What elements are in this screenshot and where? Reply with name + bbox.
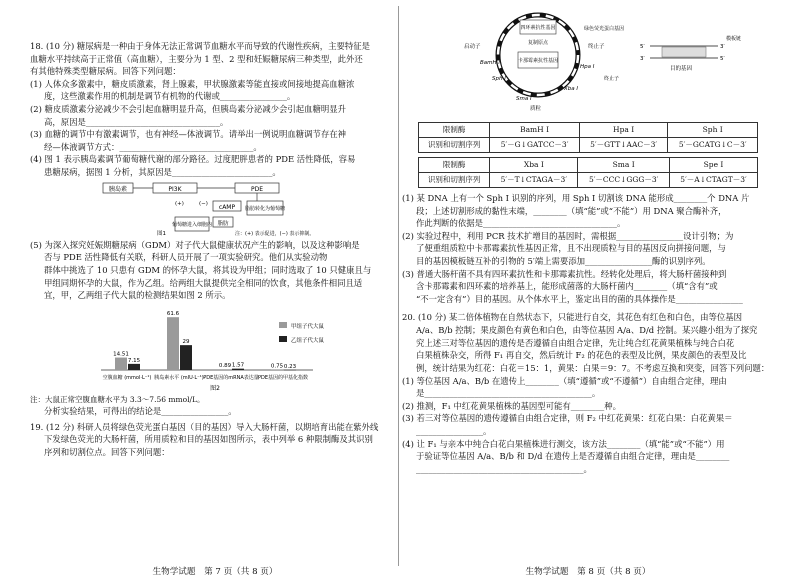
q18-s2a: (2) 糖皮质激素分泌减少不会引起血糖明显升高，但胰岛素分泌减少会引起血糖明显升 (30, 104, 347, 115)
plasmid-figure (402, 0, 774, 118)
t2-e2: Sma I (578, 158, 670, 173)
plasmid-tet: 四环素抗性基因 (520, 25, 556, 31)
t2-e1: Xba I (490, 158, 578, 173)
t2-q3: 5′－A↓CTAGT－3′ (669, 173, 757, 188)
q18-s5a: (5) 为深入探究妊娠期糖尿病（GDM）对子代大鼠健康状况产生的影响，以及这种影响是 (30, 239, 360, 250)
plasmid-zhili: 质粒 (530, 106, 542, 112)
bar-label-1-1: 29 (182, 338, 190, 345)
q18-line2: 血糖水平持续高于正常值（高血糖），主要分为 1 型、2 型和妊娠糖尿病三种类型，此外还 (30, 53, 363, 64)
fig1-camp: cAMP (218, 203, 236, 211)
bar-label-3-0: 0.75 (270, 363, 284, 370)
plasmid-hpa: Hpa I (580, 64, 595, 70)
figure-1 (30, 179, 400, 239)
q18-s5d: 甲组同期怀孕的大鼠，作为乙组。给两组大鼠提供完全相同的饮食，其他条件相同且适 (44, 277, 363, 288)
t1-r: 识别和切割序列 (419, 138, 490, 153)
gene-t5: 5′ (720, 56, 725, 62)
q18-s4a: (4) 图 1 表示胰岛素调节葡萄糖代谢的部分路径。过度肥胖患者的 PDE 活性降低，容易 (30, 154, 356, 165)
q19-p2c: 目的基因模板链互补的引物的 5′端上需要添加________________酶的识别序列。 (416, 256, 711, 267)
q19-p1c: 作此判断的依据是________________________________。 (416, 218, 626, 229)
right-page (402, 0, 774, 579)
gene-t3: 3′ (640, 56, 645, 62)
legend-swatch-1 (279, 336, 287, 342)
legend-label-1: 乙组子代大鼠 (291, 337, 325, 344)
q18-s5f: 分析实验结果，可得出的结论是________________。 (44, 406, 237, 416)
gene-s3: 3′ (720, 44, 725, 50)
plasmid-term2: 终止子 (604, 76, 620, 82)
q20-s4a: (4) 让 F₁ 与亲本中纯合白花白果植株进行测交，该方法________（填“能”或“不能”）用 (402, 438, 725, 449)
plasmid-term: 终止子 (588, 44, 605, 50)
fig1-title: 图1 (157, 230, 166, 237)
t1-e3: Sph I (668, 123, 758, 138)
q19-p3c: “不一定含有”）目的基因。从个体水平上，鉴定出目的菌的具体操作是________________ (416, 293, 743, 304)
q18-s1a: (1) 人体众多激素中，糖皮质激素，肾上腺素，甲状腺激素等能直接或间接地提高血糖浓 (30, 78, 355, 89)
bar-label-0-0: 14.51 (113, 351, 129, 358)
plasmid-sph: Sph I (492, 76, 506, 82)
bar-3-1 (284, 370, 296, 371)
bar-3-0 (271, 369, 283, 370)
bar-2-1 (232, 368, 244, 369)
enzyme-table-1 (418, 122, 758, 153)
plasmid-sma: Sma I (516, 96, 532, 102)
plasmid-gfp: 绿色荧光蛋白基因 (584, 26, 625, 32)
gene-s5: 5′ (640, 44, 645, 50)
footer-right: 生物学试题 第 8 页（共 8 页） (525, 567, 651, 578)
fig1-fatconv: 脂肪转化为葡萄糖 (244, 205, 286, 212)
bar-0-1 (128, 364, 140, 370)
q20-c: 究上述三对等位基因的遗传是否遵循自由组合定律，先让纯合红花黄果植株与纯合白花 (416, 337, 735, 348)
bar-label-1-0: 61.6 (166, 310, 180, 317)
q18-s4b: 患糖尿病，据图 1 分析，其原因是________________________。 (44, 167, 281, 178)
chart-title: 图2 (210, 384, 220, 392)
bar-label-2-0: 0.89 (218, 362, 232, 369)
figure-1-diagram (95, 179, 335, 239)
q18-s1b: 度，这些激素作用的机制是调节有机物的代谢或________________。 (44, 91, 296, 102)
t1-q3: 5′－GCATG↓C－3′ (668, 138, 758, 153)
q18-s5b: 否与 PDE 活性降低有关联，科研人员开展了一项实验研究。他们从实验动物 (44, 252, 328, 263)
gene-label: 目的基因 (670, 66, 693, 72)
q20-s3b: ________________。 (416, 425, 492, 436)
figure-2-chart (65, 302, 365, 394)
q18-s3b: 经—体液调节方式：________________________________。 (44, 141, 262, 152)
enzyme-table-2 (418, 157, 758, 188)
q20-s1a: (1) 等位基因 A/a、B/b 在遗传上________（填“遵循”或“不遵循”）自由组合定律，理由 (402, 375, 727, 386)
tick-label-0: 空腹血糖 (mmol·L⁻¹) (102, 374, 152, 381)
plasmid-neo: 卡那霉素抗性基因 (517, 58, 559, 64)
q20-s1b: 是________________________________________。 (416, 388, 601, 399)
q19-p3b: 含卡那霉素和四环素的培养基上，能形成菌落的大肠杆菌内________（填“含有”或 (416, 281, 718, 292)
t1-e2: Hpa I (579, 123, 668, 138)
t2-e3: Spe I (669, 158, 757, 173)
t1-q2: 5′－GTT↓AAC－3′ (579, 138, 668, 153)
q18-line3: 有其他特殊类型糖尿病。回答下列问题： (30, 66, 181, 77)
q18-head: 18. (10 分) 糖尿病是一种由于身体无法正常调节血糖水平而导致的代谢性疾病，主要特征是 (30, 41, 370, 51)
q20-d: 白果植株杂交，所得 F₁ 再自交，然后统计 F₂ 的花色的表型及比例，果皮颜色的表型及比 (416, 350, 747, 361)
bar-label-2-1: 1.57 (231, 362, 245, 369)
tick-label-2: PDE基因的mRNA表达量 (203, 374, 259, 381)
q20-s2: (2) 推测，F₁ 中红花黄果植株的基因型可能有________种。 (402, 400, 621, 411)
q19-b: 下发绿色荧光的大肠杆菌，所用质粒和目的基因如图所示，表中列举 6 种限制酶及其识别 (44, 434, 373, 445)
t2-q1: 5′－T↓CTAGA－3′ (490, 173, 578, 188)
bar-label-3-1: 0.23 (283, 363, 297, 370)
q20-s3a: (3) 若三对等位基因的遗传遵循自由组合定律，则 F₂ 中红花黄果：红花白果：白花黄果＝ (402, 413, 733, 424)
fig1-fat: 脂肪 (217, 220, 229, 227)
t2-h: 限制酶 (419, 158, 490, 173)
q20 (402, 311, 774, 475)
chart-note: 注：大鼠正常空腹血糖水平为 3.3～7.56 mmol/L。 (30, 394, 205, 404)
bar-1-0 (167, 317, 179, 370)
q20-b: A/a、B/b 控制；果皮颜色有黄色和白色，由等位基因 A/a、D/d 控制。某兴趣小组为了探究 (416, 325, 758, 336)
q19-p2a: (2) 实验过程中，利用 PCR 技术扩增目的基因时，需根据________________设计引物；为 (402, 230, 734, 241)
q20-s4c: ________________________________________。 (416, 463, 592, 474)
plasmid-rep: 复制原点 (527, 40, 549, 46)
q19-p1a: (1) 某 DNA 上有一个 Sph I 识别的序列，用 Sph I 切割该 DNA 能形成________个 DNA 片 (402, 193, 750, 203)
plasmid-xba: Xba I (564, 86, 578, 92)
bar-2-0 (219, 369, 231, 370)
q18-s5e: 宜，甲，乙两组子代大鼠的检测结果如图 2 所示。 (44, 290, 231, 301)
q20-e: 例，统计结果为红花：白花＝15：1，黄果：白果＝9：7。不考虑互换和突变，回答下列问题： (416, 362, 770, 373)
plasmid-start: 启动子 (464, 44, 481, 50)
fig1-minus: (−) (199, 200, 208, 207)
fig1-pi3k: PI3K (168, 185, 182, 193)
bar-1-1 (180, 345, 192, 370)
q19-p1b: 段；上述切割形成的黏性末端，________（填“能”或“不能”）用 DNA 聚合酶补齐， (416, 205, 727, 216)
q18-s5c: 群体中挑选了 10 只患有 GDM 的怀孕大鼠，将其设为甲组；同时选取了 10 只健康且与 (44, 264, 372, 275)
fig1-plus: (+) (175, 200, 184, 207)
q19-p3a: (3) 普通大肠杆菌不具有四环素抗性和卡那霉素抗性。经转化处理后，将大肠杆菌接种到 (402, 268, 727, 279)
q19-p2b: 了便重组质粒中卡那霉素抗性基因正常，且不出现质粒与目的基因反向拼接问题，与 (416, 243, 726, 254)
tick-label-3: PDE基因的甲基化指数 (257, 374, 309, 381)
fig1-pde: PDE (250, 185, 264, 193)
t2-q2: 5′－CCC↓GGG－3′ (578, 173, 670, 188)
fig1-caption: 注：(+) 表示促进，(−) 表示抑制。 (235, 230, 315, 237)
legend-label-0: 甲组子代大鼠 (291, 323, 325, 330)
footer-left: 生物学试题 第 7 页（共 8 页） (152, 567, 278, 578)
q19-a: 19. (12 分) 科研人员将绿色荧光蛋白基因（目的基因）导入大肠杆菌，以期培育出能在紫外线 (30, 421, 379, 432)
t2-r: 识别和切割序列 (419, 173, 490, 188)
q20-a: 20. (10 分) 某二倍体植物在自然状态下，只能进行自交，其花色有红色和白色，由等位基因 (402, 312, 742, 323)
q18-s2b: 高，原因是________________________________。 (44, 116, 229, 127)
q20-s4b: 于验证等位基因 A/a、B/b 和 D/d 在遗传上是否遵循自由组合定律，理由是________ (416, 451, 730, 462)
plasmid-bam: BamH I (480, 60, 501, 66)
figure-2 (30, 302, 400, 394)
t1-q1: 5′－G↓GATCC－3′ (490, 138, 580, 153)
left-page (30, 0, 400, 579)
tick-label-1: 胰岛素水平 (mIU·L⁻¹) (154, 374, 204, 381)
q19-c: 序列和切割位点。回答下列问题： (44, 446, 170, 457)
gene-template: 模板链 (726, 36, 742, 42)
fig1-insulin: 胰岛素 (108, 185, 128, 193)
t1-h: 限制酶 (419, 123, 490, 138)
q18-s3a: (3) 血糖的调节中有激素调节，也有神经—体液调节。请举出一例说明血糖调节存在神 (30, 129, 347, 140)
bar-0-0 (115, 357, 127, 369)
q19-parts (402, 192, 774, 305)
legend-swatch-0 (279, 322, 287, 328)
fig1-glut: 葡萄糖进入细胞内 (171, 221, 213, 228)
plasmid-diagram (418, 0, 758, 118)
t1-e1: BamH I (490, 123, 580, 138)
bar-label-0-1: 7.15 (127, 357, 141, 364)
